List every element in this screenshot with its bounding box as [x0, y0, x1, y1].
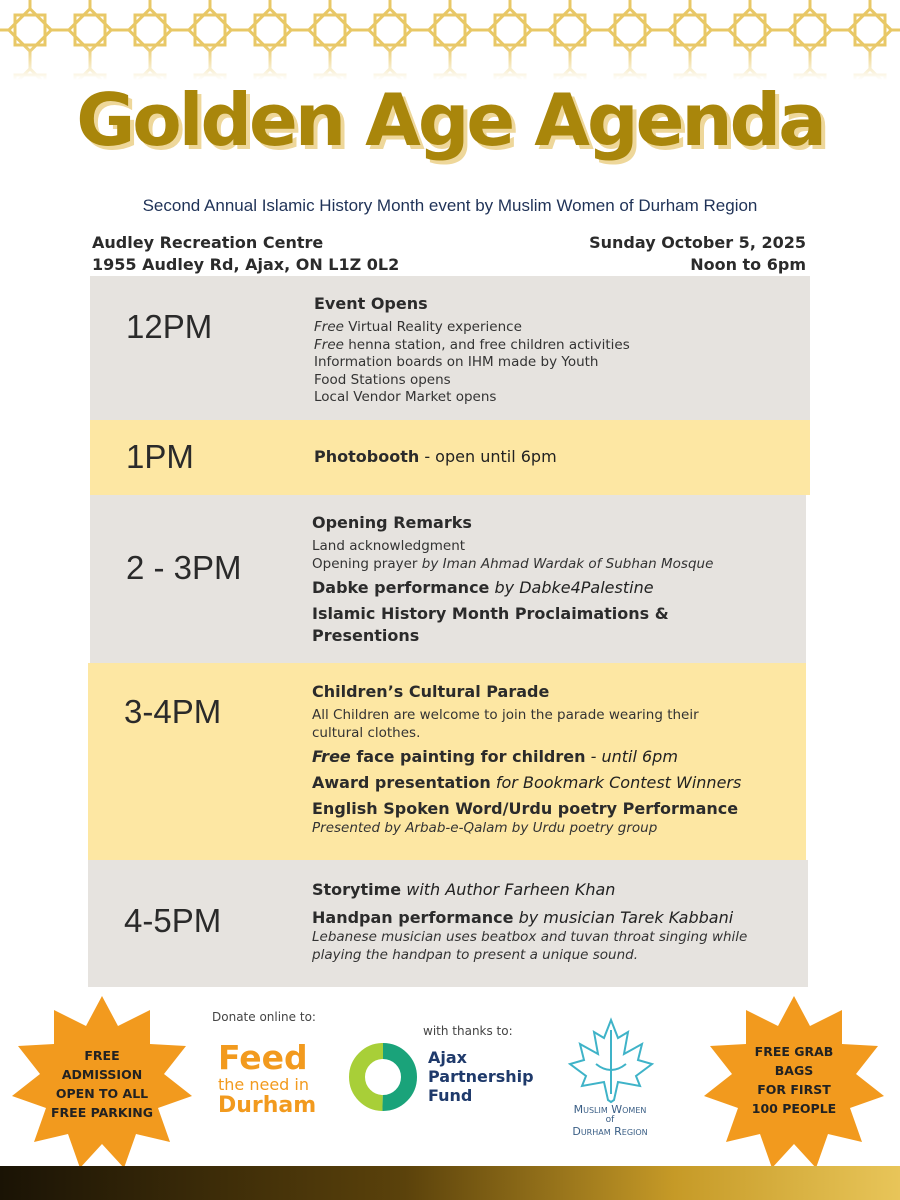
free-admission-badge [12, 996, 192, 1172]
list-item: Islamic History Month Proclaimations & Presentions [312, 604, 669, 645]
ajax-partnership-ring-icon [346, 1040, 420, 1114]
venue-address: 1955 Audley Rd, Ajax, ON L1Z 0L2 [92, 255, 400, 274]
list-item: Free face painting for children - until 6pm [312, 747, 678, 766]
donate-label: Donate online to: [212, 1010, 316, 1024]
badge-line: FREE GRAB [754, 1044, 834, 1059]
feed-the-need-logo[interactable] [218, 1040, 328, 1118]
list-item: Handpan performance by musician Tarek Kabbani [312, 908, 734, 927]
section-heading: Children’s Cultural Parade [312, 682, 550, 701]
list-item: All Children are welcome to join the parade wearing their cultural clothes. [312, 707, 699, 741]
list-item: Information boards on IHM made by Youth [314, 354, 599, 370]
list-item: Land acknowledgment [312, 538, 466, 554]
time-label: 1PM [126, 438, 194, 475]
event-hours: Noon to 6pm [690, 255, 806, 274]
thanks-label: with thanks to: [423, 1024, 513, 1038]
badge-line: BAGS [774, 1063, 814, 1078]
page-title: Golden Age Agenda [76, 78, 824, 162]
list-item: Food Stations opens [314, 371, 451, 388]
list-item: Award presentation for Bookmark Contest Winners [312, 773, 742, 792]
logo-line: Ajax [428, 1048, 467, 1067]
list-item: Free henna station, and free children activities [314, 336, 630, 353]
ajax-partnership-logo [428, 1048, 534, 1105]
section-heading: Opening Remarks [312, 513, 472, 532]
schedule-block-3-4pm [88, 663, 806, 860]
schedule-block-1pm [90, 420, 810, 495]
logo-line: Fund [428, 1086, 473, 1105]
badge-line: ADMISSION [61, 1067, 143, 1082]
time-label: 2 - 3PM [126, 549, 242, 586]
maple-leaf-icon [566, 1016, 656, 1106]
time-label: 12PM [126, 308, 213, 345]
section-heading: Event Opens [314, 294, 428, 313]
feed-logo-tagline: the need in [218, 1075, 309, 1094]
logo-line: of [605, 1115, 615, 1125]
list-item: Opening prayer by Iman Ahmad Wardak of Subhan Mosque [312, 555, 714, 572]
logo-line: Durham Region [572, 1125, 648, 1138]
event-date-info [589, 232, 806, 276]
event-date: Sunday October 5, 2025 [589, 233, 806, 252]
list-item: Local Vendor Market opens [314, 389, 497, 405]
muslim-women-durham-logo [560, 1104, 660, 1137]
list-item: Lebanese musician uses beatbox and tuvan throat singing while playing the handpan to present a unique sound. [312, 929, 748, 963]
badge-line: OPEN TO ALL [55, 1086, 149, 1101]
list-item: Photobooth - open until 6pm [314, 447, 557, 466]
list-item: Free Virtual Reality experience [314, 319, 522, 335]
badge-line: FOR FIRST [757, 1082, 831, 1097]
schedule-block-2-3pm [90, 495, 806, 663]
list-item: Presented by Arbab-e-Qalam by Urdu poetry group [312, 820, 658, 836]
bottom-gradient-bar [0, 1166, 900, 1200]
logo-line: Partnership [428, 1067, 534, 1086]
venue-info [92, 232, 399, 276]
schedule-block-4-5pm [88, 860, 808, 987]
badge-line: 100 PEOPLE [751, 1101, 837, 1116]
time-label: 3-4PM [124, 693, 222, 730]
subtitle: Second Annual Islamic History Month event by Muslim Women of Durham Region [142, 196, 758, 215]
geometric-pattern-banner [0, 0, 900, 80]
badge-line: FREE [84, 1048, 120, 1063]
feed-logo-region: Durham [218, 1093, 317, 1118]
badge-line: FREE PARKING [51, 1105, 153, 1120]
list-item: English Spoken Word/Urdu poetry Performance [312, 799, 739, 818]
list-item: Dabke performance by Dabke4Palestine [312, 578, 654, 597]
logo-line: Muslim Women [573, 1103, 647, 1116]
time-label: 4-5PM [124, 902, 222, 939]
list-item: Storytime with Author Farheen Khan [312, 880, 616, 899]
feed-logo-word: Feed [218, 1038, 308, 1077]
venue-name: Audley Recreation Centre [92, 233, 324, 252]
free-grab-bags-badge [704, 996, 884, 1172]
schedule-block-12pm [90, 276, 810, 420]
